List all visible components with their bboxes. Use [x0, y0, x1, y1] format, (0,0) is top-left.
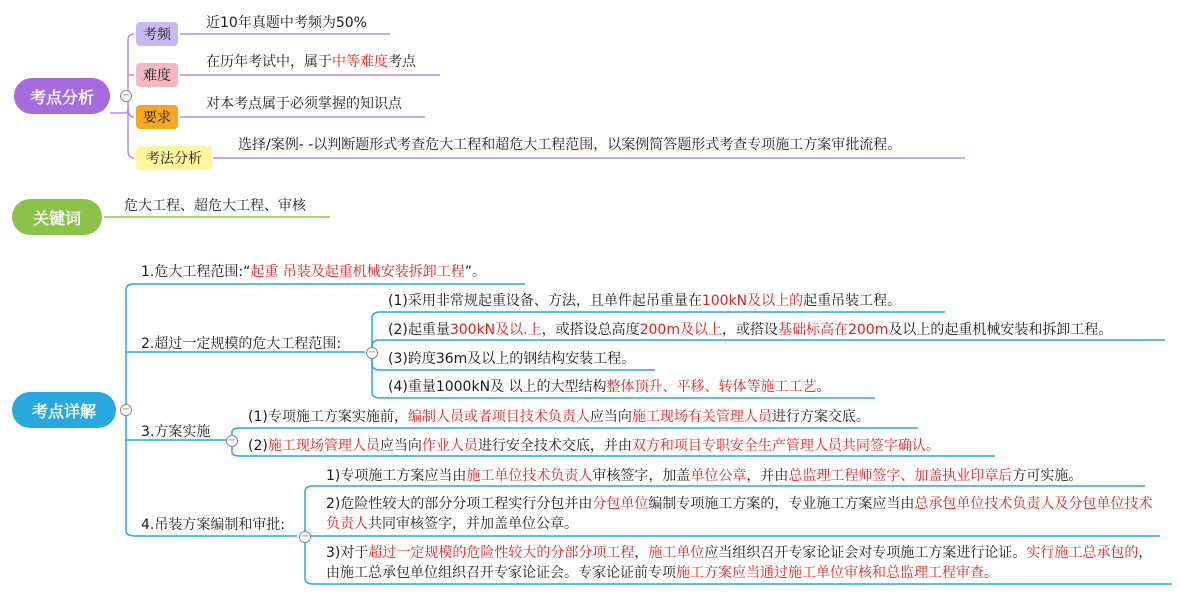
detail-root-node[interactable] [12, 392, 116, 428]
branch-4-sub-2: 2)危险性较大的部分分项工程实行分包并由分包单位编制专项施工方案的，专业施工方案应当由总承包单位技术负责人及分包单位技术负责人共同审核签字，并加盖单位公章。 [326, 496, 1153, 532]
keywords-root-node[interactable] [12, 199, 102, 235]
collapse-toggle-icon[interactable]: − [367, 347, 377, 358]
branch-2-label: 2.超过一定规模的危大工程范围: [141, 336, 342, 352]
collapse-toggle-icon[interactable]: − [121, 90, 131, 101]
tag-frequency[interactable]: 考频 [136, 22, 178, 46]
tag-requirement[interactable]: 要求 [136, 105, 178, 129]
branch-4-sub-1: 1)专项施工方案应当由施工单位技术负责人审核签字，加盖单位公章，并由总监理工程师签字、加盖执业印章后方可实施。 [326, 468, 1083, 484]
collapse-toggle-icon[interactable]: − [227, 435, 237, 446]
branch-3-label: 3.方案实施 [141, 424, 211, 440]
collapse-toggle-icon[interactable]: − [300, 531, 310, 542]
branch-4-sub-3: 3)对于超过一定规模的危险性较大的分部分项工程，施工单位应当组织召开专家论证会对专项施工方案进行论证。实行施工总承包的，由施工总承包单位组织召开专家论证会。专家论证前专项施工方案应当通过施工单位审核和总监理工程审查。 [326, 545, 1153, 581]
tag-exam-method[interactable]: 考法分析 [136, 146, 212, 170]
keywords-text: 危大工程、超危大工程、审核 [124, 198, 306, 214]
tag-difficulty[interactable]: 难度 [136, 63, 178, 87]
analysis-title: 考点分析 [29, 87, 94, 107]
detail-title: 考点详解 [31, 401, 96, 421]
requirement-text: 对本考点属于必须掌握的知识点 [206, 96, 402, 112]
branch-2-sub-1: (1)采用非常规起重设备、方法，且单件起吊重量在100kN及以上的起重吊装工程。 [388, 293, 902, 309]
branch-4-label: 4.吊装方案编制和审批: [141, 517, 286, 533]
branch-2-sub-2: (2)起重量300kN及以.上，或搭设总高度200m及以上，或搭设基础标高在200m及以上的起重机械安装和拆卸工程。 [388, 322, 1113, 338]
branch-1-text: 1.危大工程范围:“起重 吊装及起重机械安装拆卸工程”。 [141, 264, 487, 280]
branch-3-sub-2: (2)施工现场管理人员应当向作业人员进行安全技术交底，并由双方和项目专职安全生产管理人员共同签字确认。 [248, 438, 940, 454]
branch-2-sub-3: (3)跨度36m及以上的钢结构安装工程。 [388, 351, 636, 367]
collapse-toggle-icon[interactable]: − [121, 404, 131, 415]
branch-3-sub-1: (1)专项施工方案实施前，编制人员或者项目技术负责人应当向施工现场有关管理人员进行方案交底。 [248, 409, 870, 425]
branch-2-sub-4: (4)重量1000kN及 以上的大型结构整体顶升、平移、转体等施工工艺。 [388, 379, 831, 395]
frequency-text: 近10年真题中考频为50% [206, 15, 367, 31]
analysis-root-node[interactable] [14, 78, 110, 114]
keywords-title: 关键词 [32, 208, 81, 228]
exam-method-text: 选择/案例- -以判断题形式考查危大工程和超危大工程范围，以案例简答题形式考查专项施工方案审批流程。 [238, 137, 902, 153]
difficulty-text: 在历年考试中，属于中等难度考点 [206, 54, 416, 70]
